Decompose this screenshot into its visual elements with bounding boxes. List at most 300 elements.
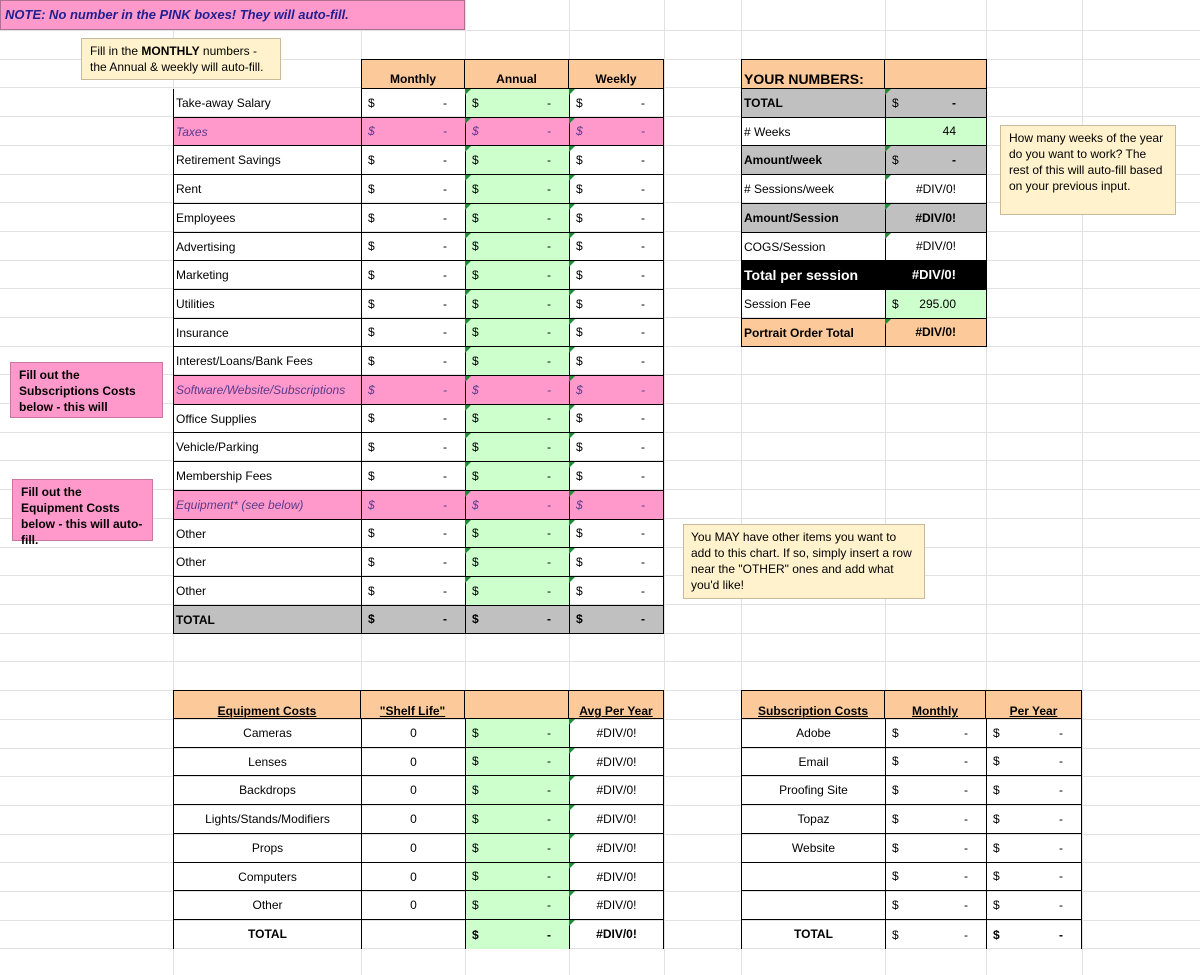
formula-indicator-icon <box>465 577 471 583</box>
weekly-amount-cell-currency: $ <box>576 124 583 138</box>
subscription-per-year-cell <box>986 805 1082 834</box>
formula-indicator-icon <box>465 405 471 411</box>
annual-amount-cell-currency: $ <box>472 124 479 138</box>
equipment-item-label: Props <box>173 834 361 863</box>
formula-indicator-icon <box>569 920 575 926</box>
expense-label-text: Marketing <box>176 268 229 282</box>
annual-amount-cell-value: - <box>547 411 551 425</box>
subscription-per-year-cell-value: - <box>1059 898 1063 912</box>
annual-amount-cell <box>465 433 569 462</box>
equipment-header-item: Equipment Costs <box>173 690 361 719</box>
weekly-amount-cell <box>569 261 664 290</box>
your-numbers-value-text: #DIV/0! <box>915 211 956 225</box>
formula-indicator-icon <box>569 719 575 725</box>
monthly-amount-cell[interactable] <box>361 146 465 175</box>
avg-per-year-cell: #DIV/0! <box>569 834 664 863</box>
equipment-cost-cell-currency: $ <box>472 812 479 826</box>
expense-label-text: Rent <box>176 182 202 196</box>
your-numbers-label <box>741 118 885 146</box>
formula-indicator-icon <box>465 233 471 239</box>
formula-indicator-icon <box>569 405 575 411</box>
subscription-per-year-cell-value: - <box>1059 869 1063 883</box>
your-numbers-value <box>885 319 987 347</box>
annual-amount-cell-currency: $ <box>472 411 479 425</box>
monthly-amount-cell[interactable] <box>361 204 465 233</box>
subscription-per-year-cell-value: - <box>1059 754 1063 768</box>
monthly-amount-cell[interactable] <box>361 462 465 491</box>
monthly-amount-cell-value: - <box>443 526 447 540</box>
annual-amount-cell-currency: $ <box>472 153 479 167</box>
weekly-amount-cell-currency: $ <box>576 325 583 339</box>
monthly-amount-cell-value: - <box>443 383 447 397</box>
formula-indicator-icon <box>465 491 471 497</box>
your-numbers-label-text: Total per session <box>744 267 859 283</box>
annual-amount-cell-currency: $ <box>472 555 479 569</box>
formula-indicator-icon <box>569 204 575 210</box>
formula-indicator-icon <box>465 261 471 267</box>
annual-amount-cell-value: - <box>547 383 551 397</box>
your-numbers-value <box>885 233 987 261</box>
note-banner <box>0 0 465 30</box>
your-numbers-label <box>741 204 885 233</box>
expense-header-weekly: Weekly <box>569 59 664 89</box>
expense-row-label <box>173 175 361 204</box>
subscription-item-label[interactable]: Proofing Site <box>741 776 885 805</box>
monthly-amount-cell <box>361 606 465 634</box>
subscription-monthly-cell[interactable] <box>885 776 986 805</box>
weekly-amount-cell <box>569 89 664 118</box>
annual-amount-cell-value: - <box>547 124 551 138</box>
subscription-monthly-cell-value: - <box>964 783 968 797</box>
your-numbers-label <box>741 233 885 261</box>
subscription-monthly-cell[interactable] <box>885 805 986 834</box>
weekly-amount-cell-currency: $ <box>576 411 583 425</box>
equipment-cost-cell-currency: $ <box>472 869 479 883</box>
subscription-monthly-cell-value: - <box>964 754 968 768</box>
annual-amount-cell <box>465 89 569 118</box>
equipment-cost-cell-value: - <box>547 869 551 883</box>
formula-indicator-icon <box>569 891 575 897</box>
annual-amount-cell-currency: $ <box>472 354 479 368</box>
formula-indicator-icon <box>465 89 471 95</box>
your-numbers-value[interactable] <box>885 290 987 319</box>
monthly-amount-cell-value: - <box>443 124 447 138</box>
shelf-life-cell[interactable]: 0 <box>361 748 465 776</box>
monthly-amount-cell[interactable] <box>361 548 465 577</box>
annual-amount-cell-currency: $ <box>472 440 479 454</box>
subscription-item-label[interactable] <box>741 863 885 891</box>
your-numbers-label-text: Portrait Order Total <box>744 326 854 340</box>
monthly-amount-cell-value: - <box>443 411 447 425</box>
annual-amount-cell <box>465 233 569 261</box>
monthly-amount-cell[interactable] <box>361 290 465 319</box>
your-numbers-label-text: Session Fee <box>744 297 811 311</box>
monthly-amount-cell[interactable] <box>361 233 465 261</box>
expense-label-text: Advertising <box>176 240 236 254</box>
your-numbers-title <box>741 59 885 89</box>
formula-indicator-icon <box>569 233 575 239</box>
monthly-amount-cell-currency: $ <box>368 182 375 196</box>
monthly-tip-prefix: Fill in the <box>90 44 142 58</box>
shelf-life-cell[interactable]: 0 <box>361 805 465 834</box>
equipment-cost-cell <box>465 920 569 949</box>
formula-indicator-icon <box>885 204 891 210</box>
weekly-amount-cell-value: - <box>641 584 645 598</box>
subscription-monthly-cell[interactable] <box>885 719 986 748</box>
monthly-amount-cell[interactable] <box>361 175 465 204</box>
equipment-cost-cell-value: - <box>547 812 551 826</box>
formula-indicator-icon <box>465 462 471 468</box>
weekly-amount-cell-currency: $ <box>576 268 583 282</box>
formula-indicator-icon <box>885 319 891 325</box>
subscription-monthly-cell[interactable] <box>885 834 986 863</box>
avg-per-year-cell: #DIV/0! <box>569 748 664 776</box>
equipment-cost-cell-value: - <box>547 928 551 942</box>
annual-amount-cell-value: - <box>547 96 551 110</box>
weekly-amount-cell-value: - <box>641 297 645 311</box>
annual-amount-cell-currency: $ <box>472 498 479 512</box>
monthly-amount-cell-currency: $ <box>368 612 375 626</box>
monthly-amount-cell-currency: $ <box>368 96 375 110</box>
weekly-amount-cell-value: - <box>641 526 645 540</box>
monthly-amount-cell-value: - <box>443 325 447 339</box>
subscription-item-label[interactable]: Adobe <box>741 719 885 748</box>
expense-label-text: Insurance <box>176 326 229 340</box>
subscription-monthly-cell-currency: $ <box>892 754 899 768</box>
annual-amount-cell <box>465 606 569 634</box>
annual-amount-cell-value: - <box>547 526 551 540</box>
formula-indicator-icon <box>885 233 891 239</box>
expense-row-label <box>173 462 361 491</box>
equipment-cost-cell <box>465 748 569 776</box>
avg-per-year-cell: #DIV/0! <box>569 719 664 748</box>
formula-indicator-icon <box>465 548 471 554</box>
formula-indicator-icon <box>569 520 575 526</box>
formula-indicator-icon <box>569 748 575 754</box>
weekly-amount-cell <box>569 146 664 175</box>
weekly-amount-cell <box>569 118 664 146</box>
your-numbers-value-text: #DIV/0! <box>915 182 956 196</box>
equipment-cost-cell-currency: $ <box>472 754 479 768</box>
monthly-amount-cell-currency: $ <box>368 211 375 225</box>
annual-amount-cell-value: - <box>547 239 551 253</box>
subscription-per-year-cell-currency: $ <box>993 812 1000 826</box>
weekly-amount-cell <box>569 204 664 233</box>
monthly-amount-cell-currency: $ <box>368 555 375 569</box>
monthly-amount-cell-value: - <box>443 211 447 225</box>
expense-row-label <box>173 433 361 462</box>
subscription-per-year-cell-currency: $ <box>993 898 1000 912</box>
monthly-amount-cell-currency: $ <box>368 268 375 282</box>
monthly-amount-cell <box>361 118 465 146</box>
annual-amount-cell-currency: $ <box>472 96 479 110</box>
avg-per-year-cell: #DIV/0! <box>569 776 664 805</box>
expense-row-label <box>173 520 361 548</box>
formula-indicator-icon <box>569 376 575 382</box>
your-numbers-value <box>885 175 987 204</box>
annual-amount-cell <box>465 118 569 146</box>
weeks-tip-note: How many weeks of the year do you want to work? The rest of this will auto-fill based on your previous input. <box>1000 125 1176 215</box>
annual-amount-cell-value: - <box>547 555 551 569</box>
monthly-amount-cell-value: - <box>443 498 447 512</box>
annual-amount-cell <box>465 204 569 233</box>
expense-row-label <box>173 347 361 376</box>
annual-amount-cell-currency: $ <box>472 469 479 483</box>
subscription-monthly-cell-currency: $ <box>892 783 899 797</box>
formula-indicator-icon <box>569 805 575 811</box>
subscriptions-tip-note: Fill out the Subscriptions Costs below - this will <box>10 362 163 418</box>
monthly-amount-cell-value: - <box>443 440 447 454</box>
equipment-item-label: Lights/Stands/Modifiers <box>173 805 361 834</box>
subscription-monthly-cell-currency: $ <box>892 898 899 912</box>
monthly-amount-cell-currency: $ <box>368 153 375 167</box>
shelf-life-cell[interactable]: 0 <box>361 891 465 920</box>
expense-header-monthly: Monthly <box>361 59 465 89</box>
subscription-per-year-cell-currency: $ <box>993 928 1000 942</box>
formula-indicator-icon <box>569 577 575 583</box>
shelf-life-cell[interactable]: 0 <box>361 776 465 805</box>
weekly-amount-cell-currency: $ <box>576 440 583 454</box>
shelf-life-cell[interactable]: 0 <box>361 834 465 863</box>
monthly-amount-cell-value: - <box>443 268 447 282</box>
monthly-amount-cell-currency: $ <box>368 440 375 454</box>
expense-row-label <box>173 405 361 433</box>
expense-label-text: Taxes <box>176 125 208 139</box>
your-numbers-value-text: 44 <box>942 124 956 138</box>
weekly-amount-cell <box>569 405 664 433</box>
your-numbers-label <box>741 89 885 118</box>
formula-indicator-icon <box>465 146 471 152</box>
equipment-cost-cell-value: - <box>547 783 551 797</box>
subscription-monthly-cell-value: - <box>964 841 968 855</box>
subscription-monthly-cell[interactable] <box>885 863 986 891</box>
subscription-monthly-cell[interactable] <box>885 891 986 920</box>
expense-label-text: Take-away Salary <box>176 96 271 110</box>
weekly-amount-cell <box>569 462 664 491</box>
subscription-per-year-cell-value: - <box>1059 783 1063 797</box>
annual-amount-cell <box>465 261 569 290</box>
your-numbers-currency: $ <box>892 153 899 167</box>
subscription-monthly-cell-currency: $ <box>892 869 899 883</box>
your-numbers-value-text: #DIV/0! <box>911 267 956 282</box>
annual-amount-cell-value: - <box>547 297 551 311</box>
equipment-tip-note: Fill out the Equipment Costs below - this will auto-fill. <box>12 479 153 541</box>
subscription-monthly-cell-value: - <box>964 928 968 942</box>
subscription-per-year-cell <box>986 863 1082 891</box>
formula-indicator-icon <box>569 261 575 267</box>
annual-amount-cell <box>465 520 569 548</box>
formula-indicator-icon <box>885 89 891 95</box>
annual-amount-cell-currency: $ <box>472 268 479 282</box>
subscription-per-year-cell <box>986 776 1082 805</box>
subscription-monthly-cell[interactable] <box>885 748 986 776</box>
monthly-amount-cell[interactable] <box>361 433 465 462</box>
monthly-amount-cell-value: - <box>443 182 447 196</box>
weekly-amount-cell-currency: $ <box>576 498 583 512</box>
weekly-amount-cell-currency: $ <box>576 182 583 196</box>
subscription-item-label[interactable]: Website <box>741 834 885 863</box>
weekly-amount-cell-value: - <box>641 469 645 483</box>
expense-label-text: Interest/Loans/Bank Fees <box>176 354 313 368</box>
expense-row-label <box>173 233 361 261</box>
equipment-header-cost <box>465 690 569 719</box>
formula-indicator-icon <box>569 118 575 124</box>
monthly-amount-cell-currency: $ <box>368 498 375 512</box>
equipment-header-shelf_life: "Shelf Life" <box>361 690 465 719</box>
weekly-amount-cell <box>569 290 664 319</box>
subscription-per-year-cell-value: - <box>1059 928 1063 942</box>
weekly-amount-cell-value: - <box>641 239 645 253</box>
formula-indicator-icon <box>569 89 575 95</box>
annual-amount-cell-value: - <box>547 584 551 598</box>
equipment-item-label: Backdrops <box>173 776 361 805</box>
monthly-amount-cell-value: - <box>443 297 447 311</box>
weekly-amount-cell-currency: $ <box>576 297 583 311</box>
equipment-item-label: TOTAL <box>173 920 361 949</box>
monthly-amount-cell[interactable] <box>361 347 465 376</box>
subscription-header-monthly: Monthly <box>885 690 986 719</box>
weekly-amount-cell-value: - <box>641 268 645 282</box>
monthly-amount-cell <box>361 376 465 405</box>
weekly-amount-cell <box>569 520 664 548</box>
monthly-tip-suffix: numbers - the Annual & weekly will auto-fill. <box>90 44 264 74</box>
weekly-amount-cell-currency: $ <box>576 153 583 167</box>
equipment-item-label: Computers <box>173 863 361 891</box>
weekly-amount-cell-currency: $ <box>576 526 583 540</box>
your-numbers-value[interactable] <box>885 118 987 146</box>
weekly-amount-cell-currency: $ <box>576 612 583 626</box>
equipment-header-avg: Avg Per Year <box>569 690 664 719</box>
annual-amount-cell-value: - <box>547 469 551 483</box>
monthly-amount-cell[interactable] <box>361 89 465 118</box>
subscription-monthly-cell-currency: $ <box>892 812 899 826</box>
equipment-cost-cell-value: - <box>547 726 551 740</box>
monthly-amount-cell[interactable] <box>361 405 465 433</box>
expense-label-text: Other <box>176 555 207 569</box>
your-numbers-currency: $ <box>892 297 899 311</box>
annual-amount-cell-value: - <box>547 268 551 282</box>
formula-indicator-icon <box>569 462 575 468</box>
subscription-item-label[interactable]: Topaz <box>741 805 885 834</box>
weekly-amount-cell-value: - <box>641 555 645 569</box>
subscription-item-label: TOTAL <box>741 920 885 949</box>
your-numbers-value-text: - <box>952 153 956 167</box>
monthly-amount-cell[interactable] <box>361 577 465 606</box>
your-numbers-value <box>885 89 987 118</box>
your-numbers-label-text: Amount/Session <box>744 211 839 225</box>
subscription-per-year-cell-currency: $ <box>993 841 1000 855</box>
monthly-amount-cell-value: - <box>443 612 447 626</box>
weekly-amount-cell-currency: $ <box>576 211 583 225</box>
expense-row-label <box>173 261 361 290</box>
monthly-amount-cell-currency: $ <box>368 325 375 339</box>
your-numbers-label-text: TOTAL <box>744 96 783 110</box>
expense-row-label <box>173 577 361 606</box>
expense-row-label <box>173 204 361 233</box>
annual-amount-cell <box>465 548 569 577</box>
annual-amount-cell-value: - <box>547 211 551 225</box>
weekly-amount-cell-currency: $ <box>576 354 583 368</box>
your-numbers-label <box>741 290 885 319</box>
subscription-monthly-cell-value: - <box>964 812 968 826</box>
monthly-amount-cell-currency: $ <box>368 239 375 253</box>
expense-label-text: Equipment* (see below) <box>176 498 304 512</box>
annual-amount-cell-currency: $ <box>472 211 479 225</box>
formula-indicator-icon <box>465 520 471 526</box>
subscription-item-label[interactable]: Email <box>741 748 885 776</box>
formula-indicator-icon <box>465 118 471 124</box>
monthly-amount-cell[interactable] <box>361 520 465 548</box>
equipment-cost-cell-value: - <box>547 754 551 768</box>
equipment-cost-cell-value: - <box>547 898 551 912</box>
subscription-monthly-cell-currency: $ <box>892 726 899 740</box>
subscription-monthly-cell-value: - <box>964 726 968 740</box>
formula-indicator-icon <box>569 548 575 554</box>
monthly-amount-cell[interactable] <box>361 319 465 347</box>
annual-amount-cell-value: - <box>547 440 551 454</box>
monthly-amount-cell-value: - <box>443 584 447 598</box>
subscription-monthly-cell <box>885 920 986 949</box>
weekly-amount-cell-currency: $ <box>576 555 583 569</box>
formula-indicator-icon <box>465 319 471 325</box>
weekly-amount-cell <box>569 491 664 520</box>
subscription-header-item: Subscription Costs <box>741 690 885 719</box>
shelf-life-cell[interactable]: 0 <box>361 863 465 891</box>
equipment-cost-cell-value: - <box>547 841 551 855</box>
annual-amount-cell-currency: $ <box>472 584 479 598</box>
your-numbers-label-text: Amount/week <box>744 153 823 167</box>
expense-label-text: Office Supplies <box>176 412 257 426</box>
formula-indicator-icon <box>569 834 575 840</box>
shelf-life-cell[interactable]: 0 <box>361 719 465 748</box>
monthly-amount-cell-currency: $ <box>368 124 375 138</box>
shelf-life-cell <box>361 920 465 949</box>
annual-amount-cell <box>465 405 569 433</box>
subscription-per-year-cell-currency: $ <box>993 783 1000 797</box>
weekly-amount-cell <box>569 175 664 204</box>
monthly-amount-cell-value: - <box>443 153 447 167</box>
annual-amount-cell <box>465 376 569 405</box>
equipment-cost-cell <box>465 805 569 834</box>
monthly-tip-bold: MONTHLY <box>141 44 200 58</box>
monthly-amount-cell[interactable] <box>361 261 465 290</box>
weekly-amount-cell <box>569 233 664 261</box>
monthly-amount-cell-currency: $ <box>368 411 375 425</box>
avg-per-year-cell: #DIV/0! <box>569 920 664 949</box>
your-numbers-value-text: #DIV/0! <box>915 239 956 253</box>
expense-header-annual: Annual <box>465 59 569 89</box>
annual-amount-cell-value: - <box>547 182 551 196</box>
your-numbers-label <box>741 175 885 204</box>
expense-label-text: Utilities <box>176 297 215 311</box>
weekly-amount-cell-value: - <box>641 96 645 110</box>
weekly-amount-cell-currency: $ <box>576 239 583 253</box>
formula-indicator-icon <box>569 319 575 325</box>
your-numbers-value <box>885 261 987 290</box>
expense-row-label <box>173 146 361 175</box>
your-numbers-value-text: 295.00 <box>919 297 956 311</box>
formula-indicator-icon <box>465 433 471 439</box>
subscription-monthly-cell-currency: $ <box>892 928 899 942</box>
weekly-amount-cell-value: - <box>641 440 645 454</box>
weekly-amount-cell-value: - <box>641 124 645 138</box>
annual-amount-cell <box>465 577 569 606</box>
annual-amount-cell-currency: $ <box>472 526 479 540</box>
subscription-monthly-cell-currency: $ <box>892 841 899 855</box>
expense-label-text: Membership Fees <box>176 469 273 483</box>
subscription-item-label[interactable] <box>741 891 885 920</box>
subscription-per-year-cell <box>986 748 1082 776</box>
